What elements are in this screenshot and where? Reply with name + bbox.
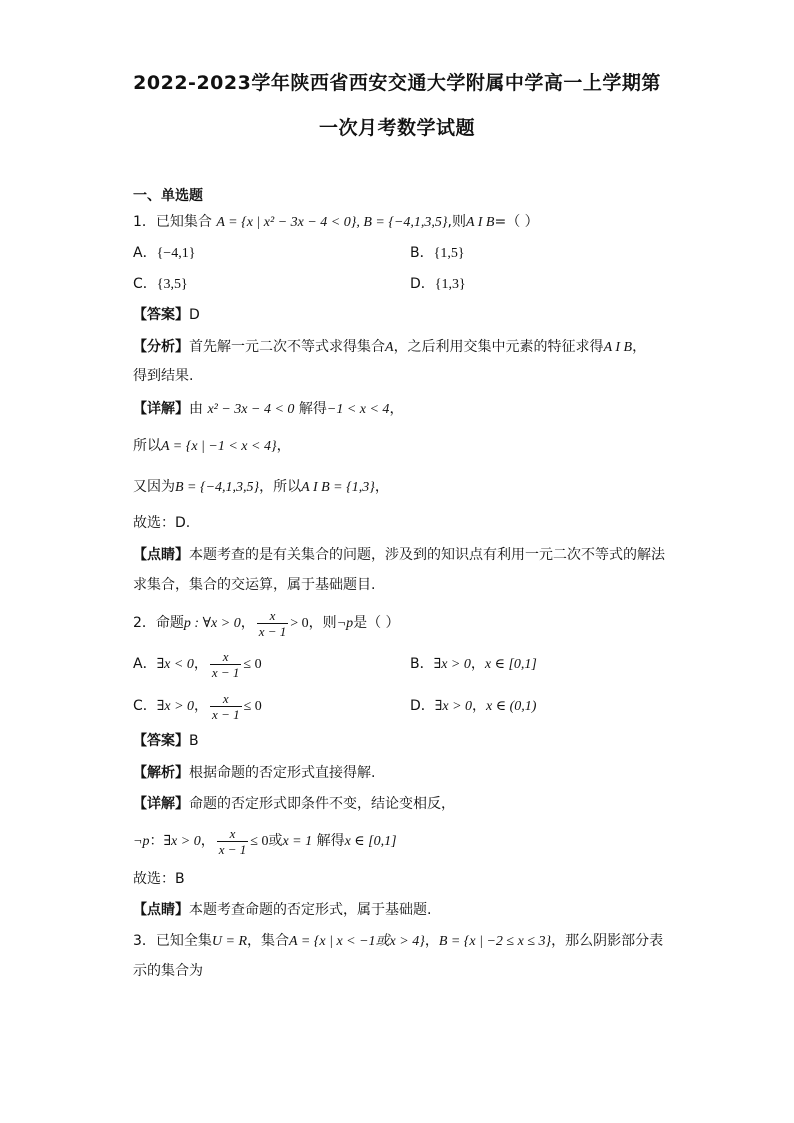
q2-option-a-sep: ， — [193, 656, 208, 672]
q2-option-c — [133, 689, 262, 724]
document-title-line2: 一次月考数学试题 — [318, 117, 475, 139]
q1-detail-line1 — [133, 399, 403, 420]
q2-detail-frac-num: x — [229, 825, 236, 841]
q2-option-d-label: D． — [410, 698, 435, 714]
q1-option-c-value: {3,5} — [156, 277, 188, 292]
q1-option-b-label: B． — [410, 245, 434, 261]
q2-option-d-sep: ， — [472, 698, 487, 714]
q2-detail-fraction — [217, 826, 249, 857]
q2-detail-2c: 或 — [268, 833, 283, 849]
q1-option-d-label: D． — [410, 276, 435, 292]
q3-text-b: ，集合 — [247, 933, 290, 949]
q2-notp: ¬p — [336, 616, 354, 631]
q1-option-b — [410, 243, 465, 264]
q2-detail-2b: ， — [200, 833, 215, 849]
q2-answer-tag: 【答案】 — [133, 733, 189, 749]
q2-detail-2-math3: x ∈ [0,1] — [344, 834, 397, 849]
q1-detail-1-math2: −1 < x < 4 — [326, 402, 390, 417]
q2-option-c-frac-num: x — [222, 690, 229, 706]
q3-text-a: 已知全集 — [155, 933, 212, 949]
q1-detail-1c: ， — [389, 401, 404, 417]
q2-option-b — [410, 647, 537, 682]
q1-detail-line2 — [133, 436, 291, 457]
q1-number: 1． — [133, 214, 156, 230]
q1-analysis-2: ，之后利用交集中元素的特征求得 — [393, 339, 604, 355]
q1-option-c — [133, 274, 188, 295]
q3-u-math: U = R — [211, 934, 248, 949]
q2-analysis — [133, 763, 375, 783]
q1-option-a — [133, 243, 195, 264]
q2-text-c: 是（ ） — [353, 615, 400, 631]
q1-option-d — [410, 274, 466, 295]
q1-expr: A I B — [465, 215, 495, 230]
q2-analysis-tag: 【解析】 — [133, 765, 189, 781]
q2-option-a-math: ∃x < 0 — [156, 657, 194, 672]
q2-option-b-sep: ， — [470, 656, 485, 672]
q2-detail-line3: 故选：B — [133, 871, 185, 887]
q2-option-a-frac-num: x — [222, 648, 229, 664]
q1-comment-tag: 【点睛】 — [133, 547, 189, 563]
q1-text-c: =（ ） — [494, 214, 539, 230]
q1-detail-2a: 所以 — [133, 438, 161, 454]
q2-option-c-label: C． — [133, 698, 157, 714]
q1-detail-3b: ，所以 — [259, 479, 302, 495]
q2-option-d-interval: x ∈ (0,1) — [486, 699, 537, 714]
q1-detail-1b: 解得 — [298, 401, 327, 417]
q1-comment-line2: 求集合，集合的交运算，属于基础题目. — [133, 577, 376, 593]
q2-option-a-fraction — [210, 649, 242, 680]
q2-fraction — [257, 608, 289, 639]
q3-text-d: ，那么阴影部分表 — [551, 933, 664, 949]
q1-analysis — [133, 337, 646, 358]
q2-option-c-le: ≤ 0 — [243, 699, 262, 714]
q2-option-b-interval: x ∈ [0,1] — [484, 657, 537, 672]
q1-option-a-label: A． — [133, 245, 157, 261]
document-title-line1: 2022-2023学年陕西省西安交通大学附属中学高一上学期第 — [133, 72, 661, 94]
q1-detail-3-math: B = {−4,1,3,5} — [175, 480, 260, 495]
q2-frac-num: x — [269, 607, 276, 623]
q2-comment — [133, 900, 431, 920]
q2-option-d — [410, 689, 536, 724]
q1-detail-2-math: A = {x | −1 < x < 4} — [161, 439, 277, 454]
q1-detail-3c: ， — [374, 479, 389, 495]
q1-analysis-line2: 得到结果. — [133, 368, 194, 384]
q1-analysis-tag: 【分析】 — [133, 339, 189, 355]
q1-stem — [133, 212, 539, 233]
q2-option-a — [133, 647, 262, 682]
q1-comment-1: 本题考查的是有关集合的问题，涉及到的知识点有利用一元二次不等式的解法 — [189, 547, 665, 563]
q2-detail-notp: ¬p — [133, 834, 150, 849]
q1-answer-value: D — [189, 307, 200, 323]
q2-sep: ， — [240, 615, 255, 631]
q2-comment-text: 本题考查命题的否定形式，属于基础题. — [189, 902, 432, 918]
q2-option-b-label: B． — [410, 656, 434, 672]
q1-detail-line4: 故选：D. — [133, 515, 191, 531]
q2-option-d-math: ∃x > 0 — [434, 699, 473, 714]
q2-option-a-frac-den: x − 1 — [211, 664, 240, 680]
q2-stem — [133, 606, 400, 641]
q1-detail-3a: 又因为 — [133, 479, 175, 495]
q3-a-math: A = {x | x < −1或x > 4} — [289, 934, 425, 949]
q2-detail-2-math2: x = 1 — [282, 834, 313, 849]
q2-number: 2． — [133, 615, 156, 631]
q1-detail-3-math2: A I B = {1,3} — [301, 480, 375, 495]
q1-detail-tag: 【详解】 — [133, 401, 189, 417]
q2-option-c-sep: ， — [194, 698, 209, 714]
q1-option-c-label: C． — [133, 276, 157, 292]
q3-text-c: ， — [424, 933, 439, 949]
q2-detail-1: 命题的否定形式即条件不变，结论变相反， — [189, 796, 455, 812]
q1-option-b-value: {1,5} — [433, 246, 465, 261]
q3-line2: 示的集合为 — [133, 963, 203, 979]
q2-option-b-math: ∃x > 0 — [433, 657, 471, 672]
q2-detail-2d: 解得 — [316, 833, 345, 849]
q1-detail-1a: 由 — [189, 401, 203, 417]
q1-detail-line3 — [133, 477, 389, 498]
q1-analysis-1: 首先解一元二次不等式求得集合 — [189, 339, 385, 355]
q2-answer — [133, 731, 199, 751]
q3-number: 3． — [133, 933, 156, 949]
q2-prop: p : ∀x > 0 — [183, 616, 241, 631]
q2-option-c-fraction — [210, 691, 242, 722]
q1-detail-1-math: x² − 3x − 4 < 0 — [207, 402, 295, 417]
q1-detail-2b: ， — [276, 438, 291, 454]
q2-detail-tag: 【详解】 — [133, 796, 189, 812]
q2-analysis-text: 根据命题的否定形式直接得解. — [189, 765, 376, 781]
q1-analysis-var: A — [385, 340, 394, 355]
q2-detail-2-le: ≤ 0 — [250, 834, 269, 849]
q1-text-b: ,则 — [447, 214, 466, 230]
q2-detail-line2 — [133, 824, 397, 859]
q2-answer-value: B — [189, 733, 199, 749]
q2-option-c-frac-den: x − 1 — [212, 706, 240, 722]
q2-option-a-label: A． — [133, 656, 157, 672]
q1-option-a-value: {−4,1} — [156, 246, 196, 261]
q2-text-a: 命题 — [155, 615, 184, 631]
q3-b-math: B = {x | −2 ≤ x ≤ 3} — [438, 934, 552, 949]
q2-comment-tag: 【点睛】 — [133, 902, 189, 918]
q2-detail-line1 — [133, 794, 455, 814]
q2-detail-2-math: ∃x > 0 — [163, 834, 201, 849]
q2-text-b: ，则 — [308, 615, 337, 631]
q1-analysis-expr: A I B — [603, 340, 633, 355]
q2-option-c-math: ∃x > 0 — [156, 699, 195, 714]
q2-gt0: > 0 — [290, 616, 309, 631]
q1-analysis-3: ， — [632, 339, 647, 355]
q1-text-a: 已知集合 — [155, 214, 212, 230]
q2-frac-den: x − 1 — [258, 623, 287, 639]
q2-detail-2a: ： — [149, 833, 164, 849]
q1-set-math: A = {x | x² − 3x − 4 < 0}, B = {−4,1,3,5} — [216, 215, 448, 230]
q2-detail-frac-den: x − 1 — [218, 841, 247, 857]
q1-option-d-value: {1,3} — [434, 277, 466, 292]
q2-option-a-le: ≤ 0 — [243, 657, 262, 672]
q1-answer-tag: 【答案】 — [133, 307, 189, 323]
q1-comment-line1 — [133, 545, 665, 565]
q1-answer — [133, 305, 200, 325]
section-heading: 一、单选题 — [133, 188, 203, 204]
q3-stem — [133, 931, 663, 952]
